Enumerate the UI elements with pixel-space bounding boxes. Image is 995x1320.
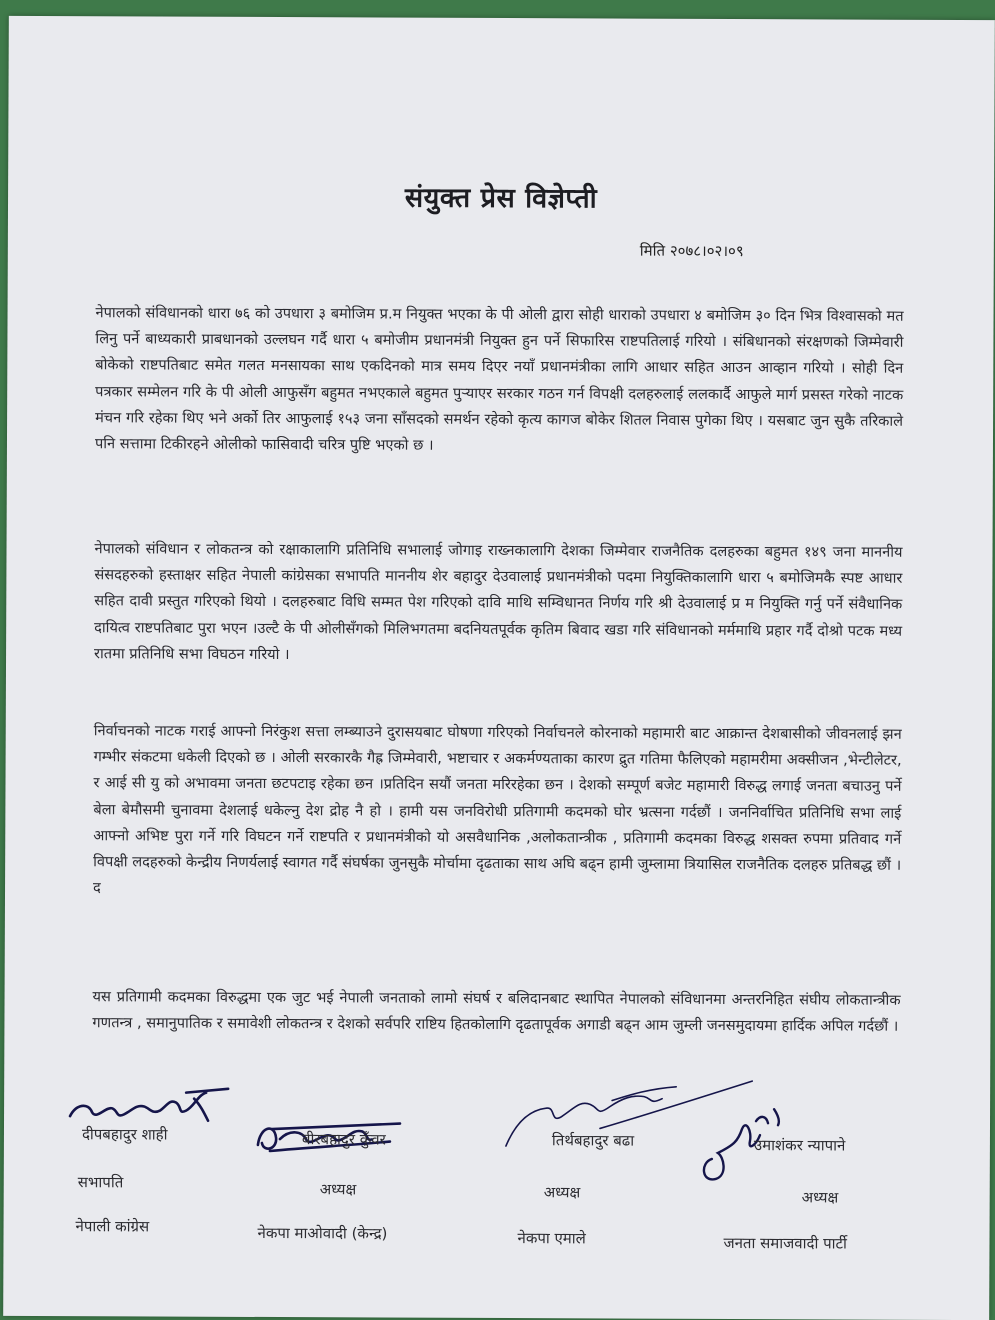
signatory-2-role: अध्यक्ष — [319, 1180, 357, 1199]
signatory-4-party: जनता समाजवादी पार्टी — [723, 1233, 848, 1253]
document-date: मिति २०७८।०२।०९ — [639, 241, 744, 261]
document-title: संयुक्त प्रेस विज्ञेप्ती — [404, 182, 598, 215]
paragraph-4: यस प्रतिगामी कदमका विरुद्धमा एक जुट भई नेपाली जनताको लामो संघर्ष र बलिदानबाट स्थापित नेपालको संविधानमा अन्तरनिहित संघीय लोकतान्त्रीक गणतन्त्र , समानुपातिक र समावेशी लोकतन्त्र र देशको सर्वपरि राष्टिय हितकोलागि दृढतापूर्वक अगाडी बढ्न आम जुम्ली जनसमुदायमा हार्दिक अपिल गर्दछौं । — [92, 988, 901, 1035]
signatory-1-name: दीपबहादुर शाही — [81, 1125, 168, 1144]
signatory-2-party: नेकपा माओवादी (केन्द्र) — [257, 1223, 388, 1243]
signatory-4-name: उमाशंकर न्यापाने — [753, 1136, 846, 1155]
signatory-1-role: सभापति — [77, 1173, 124, 1192]
signatory-3-role: अध्यक्ष — [543, 1183, 581, 1202]
paragraph-2: नेपालको संविधान र लोकतन्त्र को रक्षाकालागि प्रतिनिधि सभालाई जोगाइ राख्नकालागि देशका जिम्मेवार राजनैतिक दलहरुका बहुमत १४९ जना माननीय संसदहरुको हस्ताक्षर सहित नेपाली कांग्रेसका सभापति माननीय शेर बहादुर देउवालाई प्रधानमंत्रीको पदमा नियुक्तिकालागि धारा ५ बमोजिमकै स्पष्ट आधार सहित दावी प्रस्तुत गरिएको थियो । दलहरुबाट विधि सम्मत पेश गरिएको दावि माथि सम्विधानत निर्णय गरि श्री देउवालाई प्र म नियुक्ति गर्नु पर्ने संवैधानिक दायित्व राष्टपतिबाट पुरा भएन ।उल्टै के पी ओलीसँगको मिलिभगतमा बदनियतपूर्वक कृतिम बिवाद खडा गरि संविधानको मर्ममाथि प्रहार गर्दै दोश्रो पटक मध्य रातमा प्रतिनिधि सभा विघठन गरियो । — [94, 540, 903, 663]
paragraph-1: नेपालको संविधानको धारा ७६ को उपधारा ३ बमोजिम प्र.म नियुक्त भएका के पी ओली द्वारा सोही धाराको उपधारा ४ बमोजिम ३० दिन भित्र विश्वासको मत लिनु पर्ने बाध्यकारी प्राबधानको उल्लघन गर्दै धारा ५ बमोजीम प्रधानमंत्री नियुक्त हुन पर्ने सिफारिस राष्टपतिलाई गरियो । संबिधानको संरक्षणको जिम्मेवारी बोकेको राष्टपतिबाट समेत गलत मनसायका साथ एकदिनको मात्र समय दिएर नयाँ प्रधानमंत्रीका लागि आधार सहित आउन आव्हान गरियो । सोही दिन पत्रकार सम्मेलन गरि के पी ओली आफुसँग बहुमत नभएकाले बहुमत पुर्‍याएर सरकार गठन गर्न विपक्षी दलहरुलाई ललकार्दै आफुले मार्ग प्रसस्त गरेको नाटक मंचन गरि रहेका थिए भने अर्को तिर आफुलाई १५३ जना साँसदको समर्थन रहेको कृत्य कागज बोकेर शितल निवास पुगेका थिए । यसबाट जुन सुकै तरिकाले पनि सत्तामा टिकीरहने ओलीको फासिवादी चरित्र पुष्टि भएको छ । — [94, 304, 904, 454]
paragraph-3: निर्वाचनको नाटक गराई आफ्नो निरंकुश सत्ता लम्ब्याउने दुरासयबाट घोषणा गरिएको निर्वाचनले कोरनाको महामारी बाट आक्रान्त देशबासीको जीवनलाई झन गम्भीर संकटमा धकेली दिएको छ । ओली सरकारकै गैह्र जिम्मेवारी, भष्टाचार र अकर्मण्यताका कारण द्रुत गतिमा फैलिएको महामरीमा अक्सीजन ,भेन्टीलेटर, र आई सी यु को अभावमा जनता छटपटाइ रहेका छन ।प्रतिदिन सयौं जनता मरिरहेका छन । देशको सम्पूर्ण बजेट महामारी विरुद्ध लगाई जनता बचाउनु पर्ने बेला बेमौसमी चुनावमा देशलाई धकेल्नु देश द्रोह नै हो । हामी यस जनविरोधी प्रतिगामी कदमको घोर भ्रत्सना गर्दछौं । जननिर्वाचित प्रतिनिधि सभा लाई आफ्नो अभिष्ट पुरा गर्ने गरि विघटन गर्ने राष्टपति र प्रधानमंत्रीको यो असवैधानिक ,अलोकतान्त्रीक , प्रतिगामी कदमका विरुद्ध शसक्त रुपमा प्रतिवाद गर्ने विपक्षी लदहरुको केन्द्रीय निणर्यलाई स्वागत गर्दै संघर्षका जुनसुकै मोर्चामा दृढताका साथ अघि बढ्न हामी जुम्लामा त्रियासिल राजनैतिक दलहरु प्रतिबद्ध छौं । द — [92, 722, 902, 897]
signatory-2-name: बीरबहादुर कुँवर — [301, 1130, 386, 1149]
signatory-3-name: तिर्थबहादुर बढा — [551, 1131, 635, 1150]
signatory-4-role: अध्यक्ष — [801, 1188, 839, 1207]
press-release-paper — [3, 16, 995, 1320]
signatory-3-party: नेकपा एमाले — [517, 1229, 586, 1248]
signatory-1-party: नेपाली कांग्रेस — [75, 1217, 150, 1236]
